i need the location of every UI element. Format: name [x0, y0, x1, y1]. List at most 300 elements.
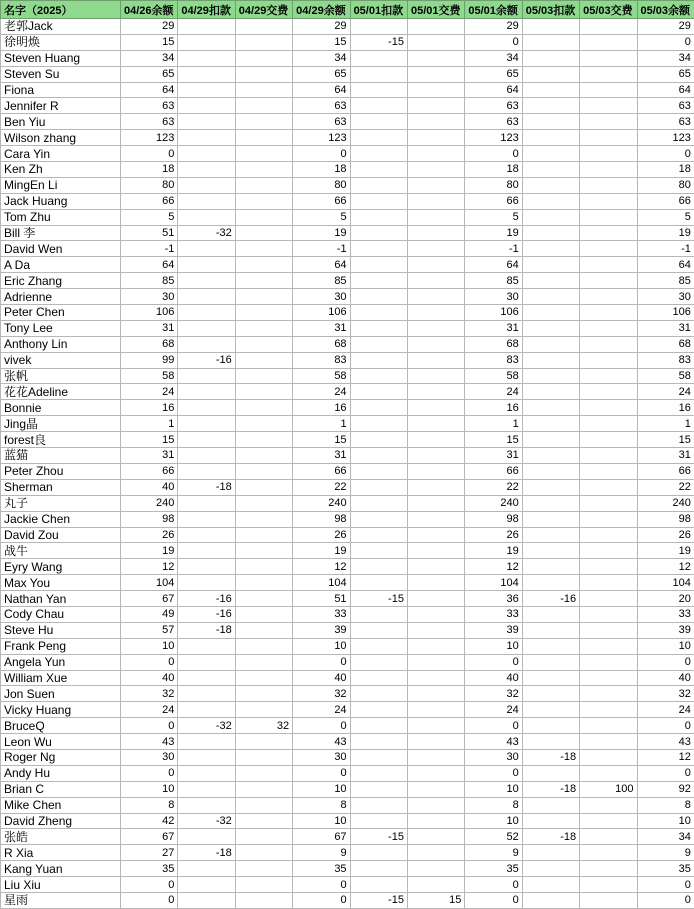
value-cell[interactable]: -18 [178, 479, 235, 495]
value-cell[interactable]: 19 [465, 225, 522, 241]
value-cell[interactable]: 63 [121, 114, 178, 130]
value-cell[interactable] [407, 177, 464, 193]
value-cell[interactable]: 66 [465, 193, 522, 209]
value-cell[interactable] [522, 463, 579, 479]
value-cell[interactable]: 40 [121, 670, 178, 686]
value-cell[interactable]: 0 [637, 718, 694, 734]
name-cell[interactable]: vivek [1, 352, 121, 368]
value-cell[interactable] [350, 273, 407, 289]
value-cell[interactable] [235, 162, 292, 178]
value-cell[interactable]: 36 [465, 591, 522, 607]
value-cell[interactable] [580, 320, 637, 336]
name-cell[interactable]: Leon Wu [1, 734, 121, 750]
value-cell[interactable]: 31 [637, 448, 694, 464]
value-cell[interactable] [580, 463, 637, 479]
value-cell[interactable]: 0 [637, 146, 694, 162]
value-cell[interactable] [350, 479, 407, 495]
value-cell[interactable] [580, 861, 637, 877]
value-cell[interactable]: 85 [121, 273, 178, 289]
value-cell[interactable] [235, 877, 292, 893]
value-cell[interactable] [235, 606, 292, 622]
value-cell[interactable] [580, 241, 637, 257]
value-cell[interactable] [407, 749, 464, 765]
value-cell[interactable]: 24 [465, 702, 522, 718]
column-header[interactable]: 05/03余额 [637, 1, 694, 19]
value-cell[interactable] [235, 82, 292, 98]
column-header-name[interactable]: 名字（2025） [1, 1, 121, 19]
value-cell[interactable] [522, 368, 579, 384]
value-cell[interactable]: 24 [637, 702, 694, 718]
value-cell[interactable] [235, 432, 292, 448]
value-cell[interactable] [522, 82, 579, 98]
value-cell[interactable]: 15 [293, 34, 350, 50]
value-cell[interactable] [580, 575, 637, 591]
value-cell[interactable] [580, 797, 637, 813]
value-cell[interactable]: 33 [293, 606, 350, 622]
value-cell[interactable]: 68 [465, 336, 522, 352]
value-cell[interactable] [235, 892, 292, 908]
value-cell[interactable] [580, 193, 637, 209]
value-cell[interactable]: 65 [465, 66, 522, 82]
value-cell[interactable]: 85 [637, 273, 694, 289]
value-cell[interactable] [407, 19, 464, 35]
value-cell[interactable] [178, 146, 235, 162]
value-cell[interactable] [580, 305, 637, 321]
value-cell[interactable]: 9 [637, 845, 694, 861]
value-cell[interactable] [178, 670, 235, 686]
value-cell[interactable]: 22 [465, 479, 522, 495]
value-cell[interactable]: -1 [293, 241, 350, 257]
value-cell[interactable]: 64 [465, 257, 522, 273]
value-cell[interactable]: -15 [350, 34, 407, 50]
value-cell[interactable] [580, 289, 637, 305]
value-cell[interactable] [350, 559, 407, 575]
value-cell[interactable] [407, 654, 464, 670]
value-cell[interactable]: 24 [293, 384, 350, 400]
value-cell[interactable] [178, 575, 235, 591]
value-cell[interactable] [235, 495, 292, 511]
value-cell[interactable] [178, 336, 235, 352]
value-cell[interactable] [350, 384, 407, 400]
value-cell[interactable] [407, 702, 464, 718]
value-cell[interactable] [350, 177, 407, 193]
value-cell[interactable]: -1 [465, 241, 522, 257]
value-cell[interactable] [350, 50, 407, 66]
value-cell[interactable]: 104 [465, 575, 522, 591]
value-cell[interactable]: 83 [637, 352, 694, 368]
value-cell[interactable]: 9 [465, 845, 522, 861]
value-cell[interactable] [235, 98, 292, 114]
value-cell[interactable] [178, 463, 235, 479]
value-cell[interactable]: 240 [465, 495, 522, 511]
value-cell[interactable]: 30 [293, 289, 350, 305]
value-cell[interactable] [522, 352, 579, 368]
value-cell[interactable]: 43 [465, 734, 522, 750]
name-cell[interactable]: 战牛 [1, 543, 121, 559]
value-cell[interactable] [178, 559, 235, 575]
value-cell[interactable]: 26 [293, 527, 350, 543]
value-cell[interactable] [407, 448, 464, 464]
value-cell[interactable] [235, 146, 292, 162]
value-cell[interactable]: -32 [178, 718, 235, 734]
value-cell[interactable] [178, 432, 235, 448]
name-cell[interactable]: Bill 李 [1, 225, 121, 241]
value-cell[interactable]: -18 [178, 622, 235, 638]
value-cell[interactable]: 32 [637, 686, 694, 702]
name-cell[interactable]: Kang Yuan [1, 861, 121, 877]
value-cell[interactable] [580, 479, 637, 495]
value-cell[interactable] [580, 813, 637, 829]
value-cell[interactable] [407, 575, 464, 591]
value-cell[interactable]: 63 [637, 98, 694, 114]
value-cell[interactable]: 26 [465, 527, 522, 543]
value-cell[interactable] [407, 50, 464, 66]
value-cell[interactable] [350, 448, 407, 464]
value-cell[interactable]: 67 [121, 829, 178, 845]
value-cell[interactable]: 30 [465, 289, 522, 305]
value-cell[interactable] [178, 448, 235, 464]
value-cell[interactable] [522, 575, 579, 591]
value-cell[interactable] [522, 114, 579, 130]
value-cell[interactable] [522, 162, 579, 178]
value-cell[interactable]: 18 [637, 162, 694, 178]
value-cell[interactable] [407, 734, 464, 750]
value-cell[interactable] [407, 384, 464, 400]
value-cell[interactable]: 99 [121, 352, 178, 368]
value-cell[interactable]: 19 [293, 225, 350, 241]
value-cell[interactable]: 80 [465, 177, 522, 193]
value-cell[interactable] [407, 320, 464, 336]
value-cell[interactable] [407, 495, 464, 511]
value-cell[interactable] [580, 448, 637, 464]
value-cell[interactable]: 0 [121, 877, 178, 893]
value-cell[interactable] [178, 829, 235, 845]
name-cell[interactable]: Brian C [1, 781, 121, 797]
value-cell[interactable]: 32 [293, 686, 350, 702]
value-cell[interactable]: 10 [121, 781, 178, 797]
column-header[interactable]: 04/29余额 [293, 1, 350, 19]
value-cell[interactable]: 240 [637, 495, 694, 511]
value-cell[interactable] [580, 511, 637, 527]
value-cell[interactable] [407, 686, 464, 702]
value-cell[interactable]: 39 [465, 622, 522, 638]
value-cell[interactable]: 34 [637, 50, 694, 66]
value-cell[interactable]: 24 [465, 384, 522, 400]
value-cell[interactable] [522, 66, 579, 82]
value-cell[interactable] [522, 813, 579, 829]
value-cell[interactable] [407, 622, 464, 638]
value-cell[interactable]: 83 [465, 352, 522, 368]
value-cell[interactable]: 0 [121, 718, 178, 734]
value-cell[interactable]: 0 [465, 877, 522, 893]
value-cell[interactable] [407, 400, 464, 416]
value-cell[interactable] [178, 384, 235, 400]
value-cell[interactable]: 64 [121, 82, 178, 98]
value-cell[interactable] [350, 670, 407, 686]
value-cell[interactable] [407, 463, 464, 479]
value-cell[interactable]: -1 [637, 241, 694, 257]
name-cell[interactable]: Eyry Wang [1, 559, 121, 575]
value-cell[interactable]: 0 [637, 654, 694, 670]
value-cell[interactable] [580, 591, 637, 607]
value-cell[interactable]: 63 [465, 114, 522, 130]
value-cell[interactable] [522, 606, 579, 622]
value-cell[interactable]: 66 [293, 463, 350, 479]
value-cell[interactable] [407, 543, 464, 559]
value-cell[interactable]: 34 [121, 50, 178, 66]
value-cell[interactable] [522, 193, 579, 209]
value-cell[interactable]: 0 [293, 877, 350, 893]
value-cell[interactable]: 12 [293, 559, 350, 575]
value-cell[interactable]: 1 [637, 416, 694, 432]
value-cell[interactable] [580, 273, 637, 289]
value-cell[interactable] [407, 257, 464, 273]
value-cell[interactable] [580, 98, 637, 114]
value-cell[interactable]: 15 [407, 892, 464, 908]
value-cell[interactable] [580, 877, 637, 893]
value-cell[interactable]: 68 [637, 336, 694, 352]
value-cell[interactable] [350, 861, 407, 877]
value-cell[interactable] [580, 543, 637, 559]
value-cell[interactable] [580, 352, 637, 368]
name-cell[interactable]: BruceQ [1, 718, 121, 734]
value-cell[interactable] [178, 50, 235, 66]
name-cell[interactable]: Jennifer R [1, 98, 121, 114]
value-cell[interactable] [350, 797, 407, 813]
value-cell[interactable] [522, 400, 579, 416]
value-cell[interactable]: 68 [293, 336, 350, 352]
value-cell[interactable]: 12 [637, 559, 694, 575]
value-cell[interactable] [580, 130, 637, 146]
value-cell[interactable] [407, 34, 464, 50]
value-cell[interactable] [580, 670, 637, 686]
value-cell[interactable]: 43 [293, 734, 350, 750]
value-cell[interactable]: 98 [465, 511, 522, 527]
value-cell[interactable] [178, 654, 235, 670]
value-cell[interactable] [580, 82, 637, 98]
value-cell[interactable]: 98 [637, 511, 694, 527]
value-cell[interactable] [580, 416, 637, 432]
value-cell[interactable] [178, 686, 235, 702]
value-cell[interactable] [407, 479, 464, 495]
value-cell[interactable]: 8 [637, 797, 694, 813]
value-cell[interactable]: 98 [293, 511, 350, 527]
value-cell[interactable] [522, 320, 579, 336]
value-cell[interactable] [350, 352, 407, 368]
name-cell[interactable]: David Wen [1, 241, 121, 257]
value-cell[interactable]: 18 [121, 162, 178, 178]
value-cell[interactable] [178, 368, 235, 384]
value-cell[interactable] [178, 241, 235, 257]
value-cell[interactable]: 33 [465, 606, 522, 622]
value-cell[interactable] [407, 82, 464, 98]
value-cell[interactable] [235, 34, 292, 50]
value-cell[interactable]: 9 [293, 845, 350, 861]
value-cell[interactable] [580, 400, 637, 416]
value-cell[interactable]: 26 [637, 527, 694, 543]
value-cell[interactable] [350, 495, 407, 511]
value-cell[interactable]: 106 [293, 305, 350, 321]
value-cell[interactable] [350, 400, 407, 416]
value-cell[interactable] [178, 82, 235, 98]
value-cell[interactable]: 8 [121, 797, 178, 813]
value-cell[interactable]: 51 [121, 225, 178, 241]
value-cell[interactable] [235, 686, 292, 702]
value-cell[interactable] [580, 495, 637, 511]
value-cell[interactable] [407, 98, 464, 114]
value-cell[interactable]: 24 [637, 384, 694, 400]
value-cell[interactable] [407, 225, 464, 241]
value-cell[interactable]: 98 [121, 511, 178, 527]
value-cell[interactable] [350, 209, 407, 225]
name-cell[interactable]: MingEn Li [1, 177, 121, 193]
value-cell[interactable]: 10 [293, 813, 350, 829]
value-cell[interactable]: 40 [637, 670, 694, 686]
name-cell[interactable]: Tom Zhu [1, 209, 121, 225]
name-cell[interactable]: Jing晶 [1, 416, 121, 432]
value-cell[interactable] [350, 98, 407, 114]
value-cell[interactable]: 39 [293, 622, 350, 638]
value-cell[interactable] [235, 765, 292, 781]
value-cell[interactable] [522, 241, 579, 257]
value-cell[interactable] [580, 432, 637, 448]
value-cell[interactable] [407, 591, 464, 607]
name-cell[interactable]: Ken Zh [1, 162, 121, 178]
value-cell[interactable]: 0 [637, 765, 694, 781]
value-cell[interactable] [350, 813, 407, 829]
value-cell[interactable] [235, 19, 292, 35]
value-cell[interactable]: 24 [121, 384, 178, 400]
value-cell[interactable] [522, 19, 579, 35]
name-cell[interactable]: Nathan Yan [1, 591, 121, 607]
value-cell[interactable]: 0 [465, 892, 522, 908]
value-cell[interactable] [407, 877, 464, 893]
value-cell[interactable] [178, 209, 235, 225]
value-cell[interactable]: 16 [293, 400, 350, 416]
value-cell[interactable]: 40 [293, 670, 350, 686]
value-cell[interactable] [178, 638, 235, 654]
value-cell[interactable]: 83 [293, 352, 350, 368]
value-cell[interactable] [580, 734, 637, 750]
value-cell[interactable] [178, 177, 235, 193]
value-cell[interactable]: 8 [293, 797, 350, 813]
value-cell[interactable]: 67 [293, 829, 350, 845]
value-cell[interactable]: 29 [121, 19, 178, 35]
value-cell[interactable]: 33 [637, 606, 694, 622]
value-cell[interactable]: 15 [121, 432, 178, 448]
value-cell[interactable]: 27 [121, 845, 178, 861]
name-cell[interactable]: Max You [1, 575, 121, 591]
value-cell[interactable] [407, 765, 464, 781]
name-cell[interactable]: Peter Chen [1, 305, 121, 321]
value-cell[interactable]: 40 [121, 479, 178, 495]
value-cell[interactable]: 15 [465, 432, 522, 448]
value-cell[interactable] [407, 861, 464, 877]
value-cell[interactable]: 64 [465, 82, 522, 98]
value-cell[interactable]: 58 [293, 368, 350, 384]
value-cell[interactable] [407, 416, 464, 432]
value-cell[interactable]: 19 [465, 543, 522, 559]
value-cell[interactable] [350, 162, 407, 178]
name-cell[interactable]: 老郭Jack [1, 19, 121, 35]
value-cell[interactable]: -32 [178, 225, 235, 241]
value-cell[interactable]: 10 [293, 781, 350, 797]
value-cell[interactable] [235, 448, 292, 464]
value-cell[interactable]: 67 [121, 591, 178, 607]
value-cell[interactable] [407, 813, 464, 829]
value-cell[interactable]: 24 [121, 702, 178, 718]
value-cell[interactable]: 123 [465, 130, 522, 146]
value-cell[interactable] [522, 305, 579, 321]
value-cell[interactable] [350, 638, 407, 654]
value-cell[interactable] [178, 273, 235, 289]
value-cell[interactable]: 19 [637, 225, 694, 241]
value-cell[interactable] [522, 146, 579, 162]
value-cell[interactable]: 58 [465, 368, 522, 384]
value-cell[interactable]: 5 [121, 209, 178, 225]
name-cell[interactable]: William Xue [1, 670, 121, 686]
value-cell[interactable]: 43 [121, 734, 178, 750]
column-header[interactable]: 04/29交费 [235, 1, 292, 19]
column-header[interactable]: 04/26余额 [121, 1, 178, 19]
value-cell[interactable]: 104 [293, 575, 350, 591]
value-cell[interactable] [235, 130, 292, 146]
value-cell[interactable]: 15 [121, 34, 178, 50]
value-cell[interactable] [522, 670, 579, 686]
value-cell[interactable] [235, 702, 292, 718]
value-cell[interactable] [235, 463, 292, 479]
value-cell[interactable] [178, 527, 235, 543]
value-cell[interactable] [178, 543, 235, 559]
value-cell[interactable] [178, 781, 235, 797]
value-cell[interactable] [235, 400, 292, 416]
value-cell[interactable] [350, 416, 407, 432]
value-cell[interactable]: 22 [293, 479, 350, 495]
value-cell[interactable] [407, 209, 464, 225]
value-cell[interactable] [522, 797, 579, 813]
value-cell[interactable] [235, 177, 292, 193]
value-cell[interactable]: 40 [465, 670, 522, 686]
value-cell[interactable] [580, 606, 637, 622]
value-cell[interactable] [235, 352, 292, 368]
value-cell[interactable] [350, 114, 407, 130]
value-cell[interactable] [522, 98, 579, 114]
value-cell[interactable] [580, 146, 637, 162]
value-cell[interactable] [580, 368, 637, 384]
value-cell[interactable] [178, 34, 235, 50]
value-cell[interactable] [522, 495, 579, 511]
name-cell[interactable]: Roger Ng [1, 749, 121, 765]
value-cell[interactable] [580, 527, 637, 543]
value-cell[interactable]: 64 [293, 82, 350, 98]
value-cell[interactable]: 0 [293, 765, 350, 781]
value-cell[interactable] [178, 400, 235, 416]
value-cell[interactable] [350, 734, 407, 750]
value-cell[interactable]: 34 [293, 50, 350, 66]
value-cell[interactable] [580, 336, 637, 352]
value-cell[interactable] [235, 511, 292, 527]
value-cell[interactable] [522, 130, 579, 146]
value-cell[interactable]: -18 [522, 781, 579, 797]
value-cell[interactable] [178, 511, 235, 527]
value-cell[interactable] [580, 829, 637, 845]
value-cell[interactable]: 66 [121, 193, 178, 209]
value-cell[interactable] [407, 606, 464, 622]
value-cell[interactable] [350, 575, 407, 591]
value-cell[interactable] [522, 543, 579, 559]
value-cell[interactable]: 80 [637, 177, 694, 193]
name-cell[interactable]: Jack Huang [1, 193, 121, 209]
